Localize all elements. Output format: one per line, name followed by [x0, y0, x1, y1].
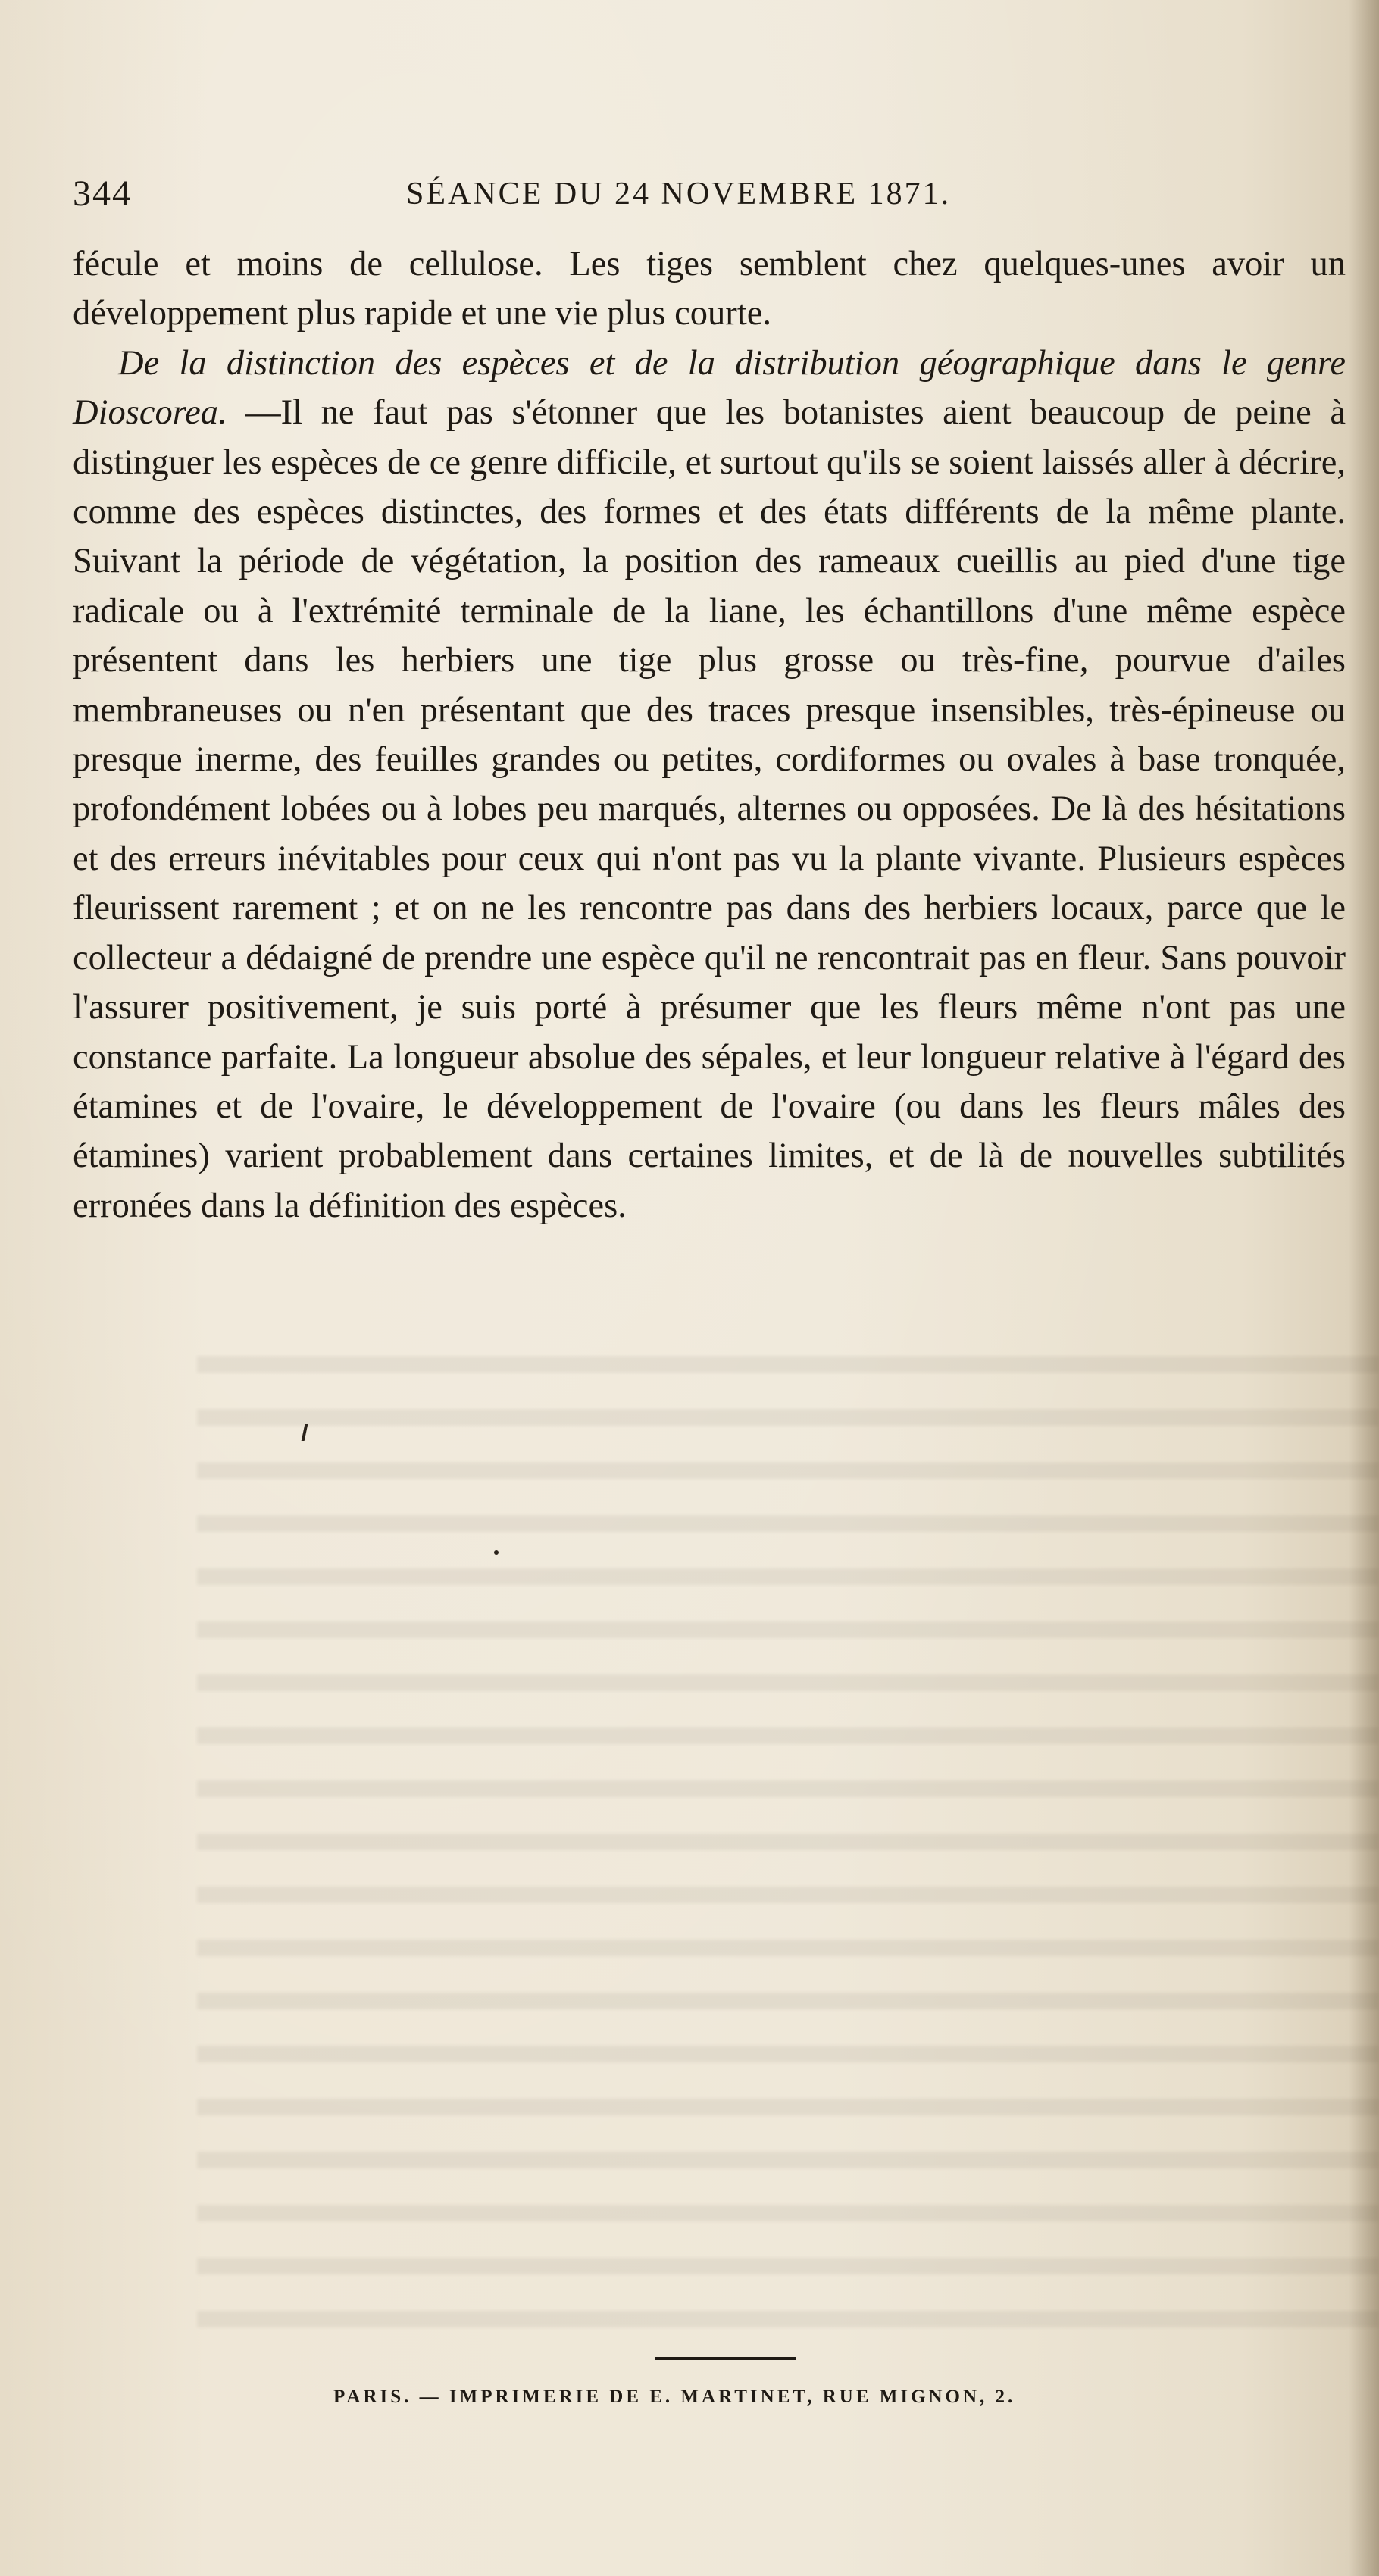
show-through-text: [197, 1356, 1379, 2341]
printer-colophon: PARIS. — IMPRIMERIE DE E. MARTINET, RUE MIGNON, 2.: [333, 2387, 1016, 2407]
footer-rule: [655, 2357, 796, 2360]
paragraph-distinction-text: —Il ne faut pas s'étonner que les botanistes aient beaucoup de peine à distinguer les espèces de ce genre difficile, et surtout qu'ils se soient laissés aller à décrire, comme des espèces distinctes, des formes et des états différents de la même plante. Suivant la période de végétation, la position des rameaux cueillis au pied d'une tige radicale ou à l'extrémité terminale de la liane, les échantillons d'une même espèce présentent dans les herbiers une tige plus grosse ou très-fine, pourvue d'ailes membraneuses ou n'en présentant que des traces presque insensibles, très-épineuse ou presque inerme, des feuilles grandes ou petites, cordiformes ou ovales à base tronquée, profondément lobées ou à lobes peu marqués, alternes ou opposées. De là des hésitations et des erreurs inévitables pour ceux qui n'ont pas vu la plante vivante. Plusieurs espèces fleurissent rarement ; et on ne les rencontre pas dans des herbiers locaux, parce que le collecteur a dédaigné de prendre une espèce qu'il ne rencontrait pas en fleur. Sans pouvoir l'assurer positivement, je suis porté à présumer que les fleurs même n'ont pas une constance parfaite. La longueur absolue des sépales, et leur longueur relative à l'égard des étamines et de l'ovaire, le développement de l'ovaire (ou dans les fleurs mâles des étamines) varient probablement dans certaines limites, et de là de nouvelles subtilités erronées dans la définition des espèces.: [73, 393, 1346, 1225]
section-title: De la distinction des espèces et de la distribution géographique dans le genre Dioscorea.: [73, 343, 1346, 433]
page-edge-shadow: [1349, 0, 1379, 2576]
paragraph-continuation: fécule et moins de cellulose. Les tiges semblent chez quelques-unes avoir un développement plus rapide et une vie plus courte.: [73, 245, 1346, 333]
running-head: [73, 173, 1315, 218]
page-number: 344: [73, 174, 132, 214]
body-text: [73, 239, 1346, 1230]
stray-ink-dot: [494, 1550, 499, 1555]
paragraph-distinction: [73, 339, 1346, 1230]
running-title: SÉANCE DU 24 NOVEMBRE 1871.: [406, 177, 952, 211]
